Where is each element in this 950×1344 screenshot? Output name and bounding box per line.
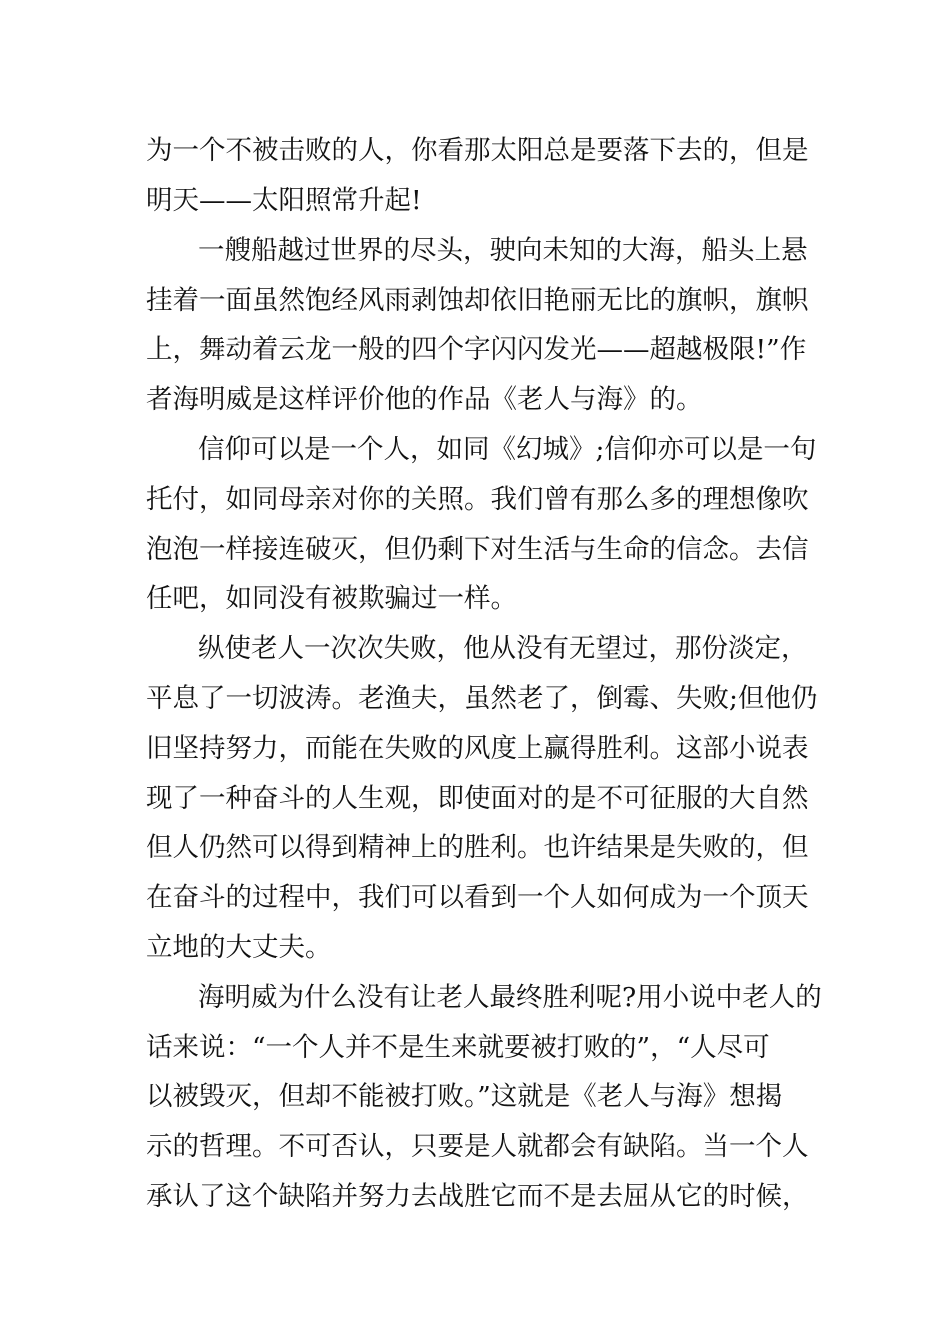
paragraph-first-line: 海明威为什么没有让老人最终胜利呢?用小说中老人的 [198, 982, 822, 1013]
text-line: 任吧，如同没有被欺骗过一样。 [146, 583, 517, 614]
text-line: 示的哲理。不可否认，只要是人就都会有缺陷。当一个人 [146, 1131, 809, 1162]
paragraph-first-line: 纵使老人一次次失败，他从没有无望过，那份淡定， [198, 633, 808, 664]
text-line: 立地的大丈夫。 [146, 932, 332, 963]
text-line: 泡泡一样接连破灭，但仍剩下对生活与生命的信念。去信 [146, 534, 809, 565]
text-line: 平息了一切波涛。老渔夫，虽然老了，倒霉、失败;但他仍 [146, 683, 818, 714]
text-line: 以被毁灭，但却不能被打败。”这就是《老人与海》想揭 [146, 1081, 783, 1112]
text-line: 明天——太阳照常升起! [146, 185, 422, 216]
text-line: 为一个不被击败的人，你看那太阳总是要落下去的，但是 [146, 135, 809, 166]
text-line: 话来说：“一个人并不是生来就要被打败的”，“人尽可 [146, 1032, 770, 1063]
text-line: 者海明威是这样评价他的作品《老人与海》的。 [146, 384, 703, 415]
text-line: 旧坚持努力，而能在失败的风度上赢得胜利。这部小说表 [146, 733, 809, 764]
text-line: 但人仍然可以得到精神上的胜利。也许结果是失败的，但 [146, 832, 809, 863]
text-line: 在奋斗的过程中，我们可以看到一个人如何成为一个顶天 [146, 882, 809, 913]
text-line: 托付，如同母亲对你的关照。我们曾有那么多的理想像吹 [146, 484, 809, 515]
text-line: 上，舞动着云龙一般的四个字闪闪发光——超越极限!”作 [146, 334, 807, 365]
text-line: 现了一种奋斗的人生观，即使面对的是不可征服的大自然 [146, 783, 809, 814]
paragraph-first-line: 一艘船越过世界的尽头，驶向未知的大海，船头上悬 [198, 235, 808, 266]
text-line: 承认了这个缺陷并努力去战胜它而不是去屈从它的时候， [146, 1181, 809, 1212]
paragraph-first-line: 信仰可以是一个人，如同《幻城》;信仰亦可以是一句 [198, 434, 817, 465]
text-line: 挂着一面虽然饱经风雨剥蚀却依旧艳丽无比的旗帜，旗帜 [146, 285, 809, 316]
